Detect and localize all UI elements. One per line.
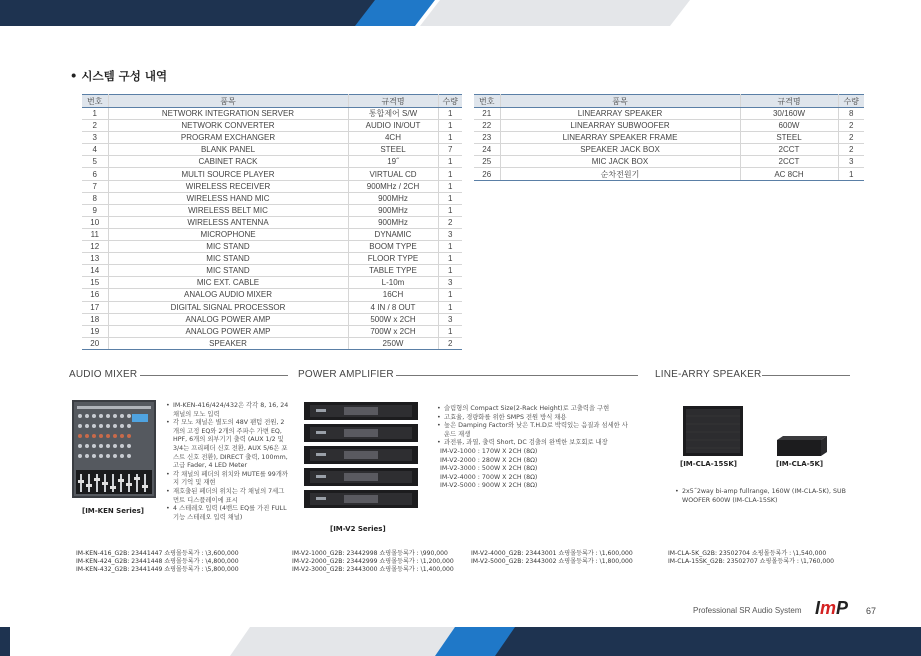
cell-item: MIC STAND	[108, 253, 348, 265]
cell-spec: 900MHz	[348, 204, 438, 216]
cell-item: WIRELESS BELT MIC	[108, 204, 348, 216]
col-spec: 규격명	[740, 95, 838, 108]
cell-item: MICROPHONE	[108, 228, 348, 240]
cell-qty: 3	[838, 156, 864, 168]
cell-qty: 7	[438, 144, 462, 156]
table-row	[82, 277, 462, 289]
table-row	[82, 228, 462, 240]
table-row	[474, 108, 864, 120]
cell-qty: 1	[438, 204, 462, 216]
cell-spec: 4CH	[348, 132, 438, 144]
cell-no: 23	[474, 132, 500, 144]
cell-qty: 2	[438, 337, 462, 349]
price-line: IM-CLA-15SK_G2B: 23502707 쇼핑몰등록가 : \1,760,000	[668, 558, 834, 566]
table-row	[82, 241, 462, 253]
table-row	[82, 325, 462, 337]
feature-item: • 각 모노 채널은 별도의 48V 팬텀 전원, 2개의 고정 EQ와 2개의 주파수 가변 EQ, HPF, 6개의 외부기기 출력 (AUX 1/2 및 3/4는 프리페더 신호 전환, AUX 5/6은 포스트 신호 전환), DIRECT 출력, 100mm, 고급 Fader, 4 LED Meter	[166, 419, 290, 471]
cell-no: 7	[82, 180, 108, 192]
table-row	[82, 168, 462, 180]
cell-no: 25	[474, 156, 500, 168]
table-row	[82, 192, 462, 204]
cell-item: BLANK PANEL	[108, 144, 348, 156]
cell-spec: AC 8CH	[740, 168, 838, 180]
cell-qty: 1	[438, 108, 462, 120]
cell-item: ANALOG POWER AMP	[108, 313, 348, 325]
subwoofer-image	[683, 406, 743, 456]
amp-image	[300, 400, 422, 518]
cell-spec: BOOM TYPE	[348, 241, 438, 253]
cell-qty: 1	[438, 180, 462, 192]
cell-no: 18	[82, 313, 108, 325]
cell-item: NETWORK CONVERTER	[108, 120, 348, 132]
feature-item: • 과전류, 과열, 출력 Short, DC 검출의 완벽한 보호회로 내장	[437, 439, 633, 448]
cell-spec: 19˝	[348, 156, 438, 168]
feature-item: • 재호출된 페더의 위치는 각 채널의 7세그먼트 디스플레이에 표시	[166, 488, 290, 505]
table-row	[82, 120, 462, 132]
cell-no: 19	[82, 325, 108, 337]
cell-item: SPEAKER JACK BOX	[500, 144, 740, 156]
cell-no: 3	[82, 132, 108, 144]
table-row	[474, 132, 864, 144]
cell-qty: 1	[838, 168, 864, 180]
cell-spec: 900MHz	[348, 216, 438, 228]
cell-item: LINEARRAY SPEAKER	[500, 108, 740, 120]
cell-no: 4	[82, 144, 108, 156]
cell-no: 10	[82, 216, 108, 228]
cell-spec: 900MHz	[348, 192, 438, 204]
col-qty: 수량	[838, 95, 864, 108]
system-table-left	[82, 94, 462, 350]
mixer-caption: [IM-KEN Series]	[82, 507, 144, 515]
bottom-decor-bar	[0, 627, 921, 656]
feature-item: • 2x5˝2way bi-amp fullrange, 160W (IM-CLA-5K), SUB WOOFER 600W (IM-CLA-15SK)	[675, 488, 865, 505]
cell-spec: 30/160W	[740, 108, 838, 120]
cell-spec: TABLE TYPE	[348, 265, 438, 277]
cell-spec: 500W x 2CH	[348, 313, 438, 325]
price-line: IM-KEN-424_G2B: 23441448 쇼핑몰등록가 : \4,800,000	[76, 558, 239, 566]
cell-item: WIRELESS ANTENNA	[108, 216, 348, 228]
price-line: IM-KEN-432_G2B: 23441449 쇼핑몰등록가 : \5,800,000	[76, 566, 239, 574]
cell-spec: L-10m	[348, 277, 438, 289]
top-decor-bar	[0, 0, 921, 26]
cell-no: 9	[82, 204, 108, 216]
cell-item: CABINET RACK	[108, 156, 348, 168]
price-line: IM-KEN-416_G2B: 23441447 쇼핑몰등록가 : \3,600,000	[76, 550, 239, 557]
cell-spec: VIRTUAL CD	[348, 168, 438, 180]
cell-no: 15	[82, 277, 108, 289]
cell-qty: 1	[438, 156, 462, 168]
price-line: IM-V2-2000_G2B: 23442999 쇼핑몰등록가 : \1,200,000	[292, 558, 454, 566]
col-item: 품목	[500, 95, 740, 108]
divider	[140, 375, 288, 376]
cell-qty: 3	[438, 228, 462, 240]
cell-spec: 700W x 2CH	[348, 325, 438, 337]
cell-qty: 1	[438, 301, 462, 313]
amp-model-line: IM-V2-1000 : 170W X 2CH (8Ω)	[440, 447, 538, 455]
fullrange-caption: [IM-CLA-5K]	[776, 460, 824, 468]
table-row	[82, 156, 462, 168]
cell-spec: 250W	[348, 337, 438, 349]
cell-no: 26	[474, 168, 500, 180]
price-line: IM-V2-5000_G2B: 23443002 쇼핑몰등록가 : \1,800,000	[471, 558, 633, 566]
cell-no: 14	[82, 265, 108, 277]
price-line: IM-V2-1000_G2B: 23442998 쇼핑몰등록가 : \990,000	[292, 550, 448, 557]
cell-spec: 2CCT	[740, 144, 838, 156]
table-row	[82, 180, 462, 192]
table-header-row	[474, 95, 864, 108]
cell-qty: 2	[838, 120, 864, 132]
footer-text: Professional SR Audio System	[693, 606, 802, 615]
cell-item: DIGITAL SIGNAL PROCESSOR	[108, 301, 348, 313]
table-row	[474, 156, 864, 168]
feature-item: • 고효율, 경량화를 위한 SMPS 전원 방식 채용	[437, 414, 633, 423]
cell-no: 20	[82, 337, 108, 349]
cell-item: ANALOG POWER AMP	[108, 325, 348, 337]
cell-item: MIC STAND	[108, 241, 348, 253]
cell-spec: STEEL	[740, 132, 838, 144]
cell-no: 13	[82, 253, 108, 265]
table-row	[82, 132, 462, 144]
cell-qty: 2	[438, 216, 462, 228]
cell-item: WIRELESS RECEIVER	[108, 180, 348, 192]
amp-caption: [IM-V2 Series]	[330, 525, 386, 533]
table-row	[82, 216, 462, 228]
table-row	[82, 289, 462, 301]
cell-item: 순차전원기	[500, 168, 740, 180]
cell-qty: 1	[438, 132, 462, 144]
speaker-features	[675, 488, 865, 505]
cell-spec: 900MHz / 2CH	[348, 180, 438, 192]
cell-qty: 1	[438, 289, 462, 301]
cell-item: SPEAKER	[108, 337, 348, 349]
cell-item: MIC JACK BOX	[500, 156, 740, 168]
table-row	[82, 253, 462, 265]
feature-item: • IM-KEN-416/424/432은 각각 8, 16, 24 채널의 모노 입력	[166, 402, 290, 419]
cell-qty: 1	[438, 265, 462, 277]
cell-item: NETWORK INTEGRATION SERVER	[108, 108, 348, 120]
amp-model-line: IM-V2-5000 : 900W X 2CH (8Ω)	[440, 482, 538, 490]
category-line-array: LINE-ARRY SPEAKER	[655, 369, 762, 380]
table-row	[82, 313, 462, 325]
speaker-prices	[668, 550, 834, 566]
cell-spec: 4 IN / 8 OUT	[348, 301, 438, 313]
table-row	[82, 337, 462, 349]
fullrange-speaker-image	[777, 436, 827, 456]
cell-no: 12	[82, 241, 108, 253]
table-row	[474, 120, 864, 132]
cell-item: WIRELESS HAND MIC	[108, 192, 348, 204]
col-qty: 수량	[438, 95, 462, 108]
table-row	[82, 144, 462, 156]
cell-no: 8	[82, 192, 108, 204]
feature-item: • 4 스테레오 입력 (4밴드 EQ를 가진 FULL 기능 스테레오 입력 채널)	[166, 505, 290, 522]
cell-no: 5	[82, 156, 108, 168]
amp-prices-b	[471, 550, 633, 566]
cell-qty: 1	[438, 168, 462, 180]
table-row	[82, 204, 462, 216]
cell-qty: 1	[438, 192, 462, 204]
cell-qty: 8	[838, 108, 864, 120]
amp-model-line: IM-V2-3000 : 500W X 2CH (8Ω)	[440, 465, 538, 473]
cell-qty: 1	[438, 253, 462, 265]
table-row	[82, 108, 462, 120]
price-line: IM-V2-3000_G2B: 23443000 쇼핑몰등록가 : \1,400,000	[292, 566, 454, 574]
table-row	[82, 301, 462, 313]
col-item: 품목	[108, 95, 348, 108]
cell-spec: DYNAMIC	[348, 228, 438, 240]
feature-item: • 높은 Damping Factor와 낮은 T.H.D로 박력있는 음질과 섬세한 사운드 재생	[437, 422, 633, 439]
category-power-amplifier: POWER AMPLIFIER	[298, 369, 394, 380]
cell-item: MULTI SOURCE PLAYER	[108, 168, 348, 180]
col-no: 번호	[474, 95, 500, 108]
feature-item: • 각 채널의 페더의 위치와 MUTE를 99개까지 기억 및 재현	[166, 471, 290, 488]
table-header-row	[82, 95, 462, 108]
price-line: IM-V2-4000_G2B: 23443001 쇼핑몰등록가 : \1,600,000	[471, 550, 633, 557]
category-audio-mixer: AUDIO MIXER	[69, 369, 138, 380]
table-row	[474, 168, 864, 180]
cell-spec: FLOOR TYPE	[348, 253, 438, 265]
cell-item: LINEARRAY SUBWOOFER	[500, 120, 740, 132]
cell-item: MIC STAND	[108, 265, 348, 277]
col-spec: 규격명	[348, 95, 438, 108]
mixer-prices	[76, 550, 239, 575]
subwoofer-caption: [IM-CLA-15SK]	[680, 460, 738, 468]
cell-qty: 1	[438, 325, 462, 337]
cell-qty: 3	[438, 313, 462, 325]
cell-spec: AUDIO IN/OUT	[348, 120, 438, 132]
cell-qty: 3	[438, 277, 462, 289]
cell-item: ANALOG AUDIO MIXER	[108, 289, 348, 301]
amp-model-line: IM-V2-2000 : 280W X 2CH (8Ω)	[440, 456, 538, 464]
cell-no: 21	[474, 108, 500, 120]
cell-qty: 2	[838, 144, 864, 156]
page-number: 67	[866, 606, 877, 616]
amp-prices-a	[292, 550, 454, 575]
price-line: IM-CLA-5K_G2B: 23502704 쇼핑몰등록가 : \1,540,000	[668, 550, 827, 557]
mixer-features	[166, 402, 290, 522]
cell-qty: 1	[438, 120, 462, 132]
mixer-image	[72, 400, 156, 498]
cell-no: 17	[82, 301, 108, 313]
cell-qty: 2	[838, 132, 864, 144]
system-table-right	[474, 94, 864, 181]
amp-features	[437, 405, 633, 491]
table-row	[82, 265, 462, 277]
cell-spec: 통합제어 S/W	[348, 108, 438, 120]
cell-no: 1	[82, 108, 108, 120]
cell-spec: 600W	[740, 120, 838, 132]
cell-no: 6	[82, 168, 108, 180]
cell-qty: 1	[438, 241, 462, 253]
cell-no: 2	[82, 120, 108, 132]
imp-logo: ImP	[815, 598, 849, 618]
table-row	[474, 144, 864, 156]
cell-no: 24	[474, 144, 500, 156]
cell-no: 11	[82, 228, 108, 240]
divider	[396, 375, 638, 376]
cell-no: 22	[474, 120, 500, 132]
section-title: • 시스템 구성 내역	[70, 69, 168, 83]
cell-item: PROGRAM EXCHANGER	[108, 132, 348, 144]
col-no: 번호	[82, 95, 108, 108]
cell-no: 16	[82, 289, 108, 301]
cell-spec: STEEL	[348, 144, 438, 156]
amp-model-line: IM-V2-4000 : 700W X 2CH (8Ω)	[440, 473, 538, 481]
feature-item: • 슬림형의 Compact Size(2-Rack Height)로 고출력을 구현	[437, 405, 633, 414]
cell-spec: 2CCT	[740, 156, 838, 168]
cell-item: LINEARRAY SPEAKER FRAME	[500, 132, 740, 144]
cell-spec: 16CH	[348, 289, 438, 301]
cell-item: MIC EXT. CABLE	[108, 277, 348, 289]
divider	[762, 375, 850, 376]
